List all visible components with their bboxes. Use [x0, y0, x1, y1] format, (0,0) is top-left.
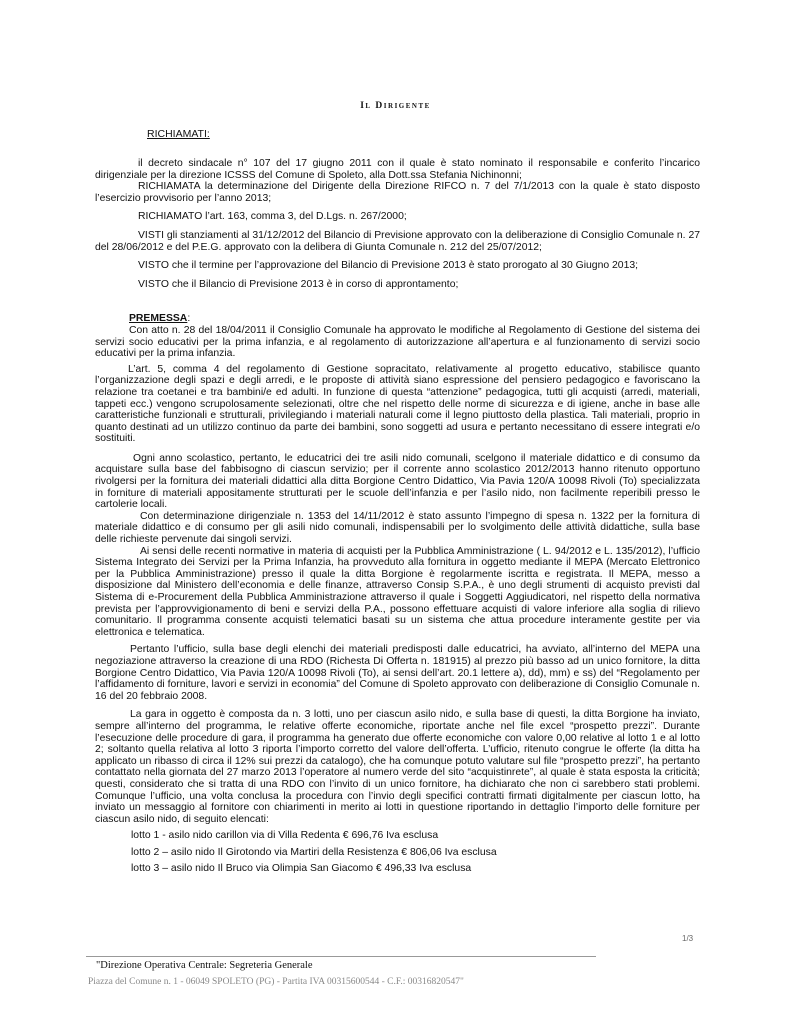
lotto-item: lotto 1 - asilo nido carillon via di Villa Redenta € 696,76 Iva esclusa — [131, 830, 439, 842]
richiamati-paragraph: VISTO che il Bilancio di Previsione 2013 è in corso di approntamento; — [138, 278, 459, 290]
premessa-heading: PREMESSA: — [129, 313, 191, 325]
richiamati-paragraph: VISTI gli stanziamenti al 31/12/2012 del Bilancio di Previsione approvato con la deliberazione di Consiglio Comunale n. 27 del 28/06/2012 e del P.E.G. approvato con la delibera di Giunta Comunale n. 212 del 25/07/2012; — [95, 229, 701, 253]
document-title: Il Dirigente — [360, 101, 431, 111]
premessa-paragraph: Ogni anno scolastico, pertanto, le educatrici dei tre asili nido comunali, scelgono il materiale didattico e di consumo da acquistare sulla base del fabbisogno di ciascun servizio; per il corrente anno scolastico 2012/2013 hanno ritenuto opportuno rivolgersi per la fornitura dei materiali didattici alla ditta Borgione Centro Didattico, Via Pavia 120/A 10098 Rivoli (To) specializzata in forniture di materiali appositamente strutturati per le scuole dell’infanzia e per l’asilo nido, non facilmente reperibili presso le cartolerie locali. — [95, 452, 700, 511]
lotto-item: lotto 2 – asilo nido Il Girotondo via Martiri della Resistenza € 806,06 Iva esclusa — [131, 846, 497, 858]
premessa-paragraph: Pertanto l’ufficio, sulla base degli elenchi dei materiali predisposti dalle educatrici, ha avviato, all’interno del MEPA una negoziazione attraverso la creazione di una RDO (Richesta Di Offerta n. 181915) al prezzo più basso ad un unico fornitore, la ditta Borgione Centro Didattico, Via Pavia 120/A 10098 Rivoli (To), ai sensi dell’art. 20.1 lettere a), dd), mm) e ss) del “Regolamento per l’affidamento di forniture, lavori e servizi in economia” del Comune di Spoleto approvato con deliberazione di Consiglio Comunale n. 16 del 20 febbraio 2008. — [95, 644, 700, 702]
footer-divider — [86, 956, 596, 957]
richiamati-paragraph: RICHIAMATO l’art. 163, comma 3, del D.Lgs. n. 267/2000; — [138, 211, 407, 223]
premessa-paragraph: L’art. 5, comma 4 del regolamento di Gestione sopracitato, relativamente al progetto educativo, stabilisce quanto l’organizzazione degli spazi e degli arredi, e le proposte di attività siano espressione del pensiero pedagogico e favoriscano la relazione tra coetanei e tra bambini/e ed adulti. In funzione di questa “attenzione” pedagogica, tutti gli acquisti (arredi, materiali, tappeti ecc.) vengono scrupolosamente selezionati, oltre che nel rispetto delle norme di sicurezza e di igiene, anche in base alle caratteristiche funzionali e strutturali, privilegiando i materiali naturali come il legno piuttosto della plastica. Tali materiali, proprio in quanto destinati ad un utilizzo continuo da parte dei bambini, sono soggetti ad usura e pertanto necessitano di essere integrati e/o sostituiti. — [95, 363, 700, 445]
premessa-paragraph: La gara in oggetto è composta da n. 3 lotti, uno per ciascun asilo nido, e sulla base di questi, la ditta Borgione ha inviato, sempre all’interno del programma, le relative offerte economiche, riportate anche nel file excel “prospetto prezzi”. Durante l’esecuzione delle procedure di gara, il programma ha generato due offerte economiche con valore 0,00 relative al lotto 1 e al lotto 2; soltanto quella relativa al lotto 3 riporta l’importo corretto del valore dell’offerta. L’ufficio, ritenuto congrue le offerte (la ditta ha applicato un ribasso di circa il 12% sui prezzi da catalogo), che ha comunque potuto valutare sul file “prospetto prezzi”, ha pertanto contattato nella giornata del 27 marzo 2013 l’operatore al numero verde del sito “acquistinrete”, al quale è stata esposta la criticità; questi, considerato che si tratta di una RDO con l’invito di un unico fornitore, ha dichiarato che non ci sarebbero stati problemi. Comunque l’ufficio, una volta conclusa la procedura con l’invio degli specifici contratti firmati digitalmente per ciascun lotto, ha inviato un messaggio al fornitore con chiarimenti in merito ai lotti in questione riportando in dettaglio l’importo delle forniture per ciascun asilo nido, di seguito elencati: — [95, 709, 700, 825]
premessa-paragraph: Con atto n. 28 del 18/04/2011 il Consiglio Comunale ha approvato le modifiche al Regolamento di Gestione del sistema dei servizi socio educativi per la prima infanzia, e al regolamento di autorizzazione all’apertura e al funzionamento di servizi socio educativi per la prima infanzia. — [95, 324, 700, 360]
richiamati-paragraph: VISTO che il termine per l’approvazione del Bilancio di Previsione 2013 è stato prorogato al 30 Giugno 2013; — [138, 260, 639, 272]
footer-address: Piazza del Comune n. 1 - 06049 SPOLETO (PG) - Partita IVA 00315600544 - C.F.: 00316820547" — [88, 977, 464, 987]
page-number: 1/3 — [682, 934, 694, 943]
premessa-paragraph: Con determinazione dirigenziale n. 1353 del 14/11/2012 è stato assunto l’impegno di spesa n. 1322 per la fornitura di materiale didattico e di consumo per gli asili nido comunali, indispensabili per lo svolgimento delle attività didattiche, sulla base delle richieste pervenute dai singoli servizi. — [95, 510, 700, 546]
lotto-item: lotto 3 – asilo nido Il Bruco via Olimpia San Giacomo € 496,33 Iva esclusa — [131, 863, 472, 875]
richiamati-heading: RICHIAMATI: — [147, 128, 210, 140]
richiamati-paragraph: RICHIAMATA la determinazione del Dirigente della Direzione RIFCO n. 7 del 7/1/2013 con la quale è stato disposto l’esercizio provvisorio per l’anno 2013; — [95, 181, 700, 204]
richiamati-section — [95, 158, 700, 875]
footer-office: "Direzione Operativa Centrale: Segreteria Generale — [96, 960, 313, 971]
premessa-paragraph: Ai sensi delle recenti normative in materia di acquisti per la Pubblica Amministrazione ( L. 94/2012 e L. 135/2012), l’ufficio Sistema Integrato dei Servizi per la Prima Infanzia, ha provveduto alla fornitura in oggetto mediante il MEPA (Mercato Elettronico per la Pubblica Amministrazione) presso il quale la ditta Borgione è regolarmente iscritta e registrata. Il MEPA, messo a disposizione dal Ministero dell’economia e delle finanze, attraverso Consip S.P.A., è uno degli strumenti di acquisto previsti dal Sistema di e-Procurement della Pubblica Amministrazione attraverso il quale i Soggetti Aggiudicatori, nel rispetto della normativa prevista per l’approvvigionamento di beni e servizi della P.A., possono effettuare acquisti di valore inferiore alla soglia di rilievo comunitario. Il programma consente acquisti telematici basati su un sistema che attua procedure interamente gestite per via elettronica e telematica. — [95, 545, 700, 638]
richiamati-paragraph: il decreto sindacale n° 107 del 17 giugno 2011 con il quale è stato nominato il responsabile e conferito l’incarico dirigenziale per la direzione ICSSS del Comune di Spoleto, alla Dott.ssa Stefania Nichinonni; — [95, 158, 700, 181]
premessa-label: PREMESSA — [129, 313, 188, 325]
